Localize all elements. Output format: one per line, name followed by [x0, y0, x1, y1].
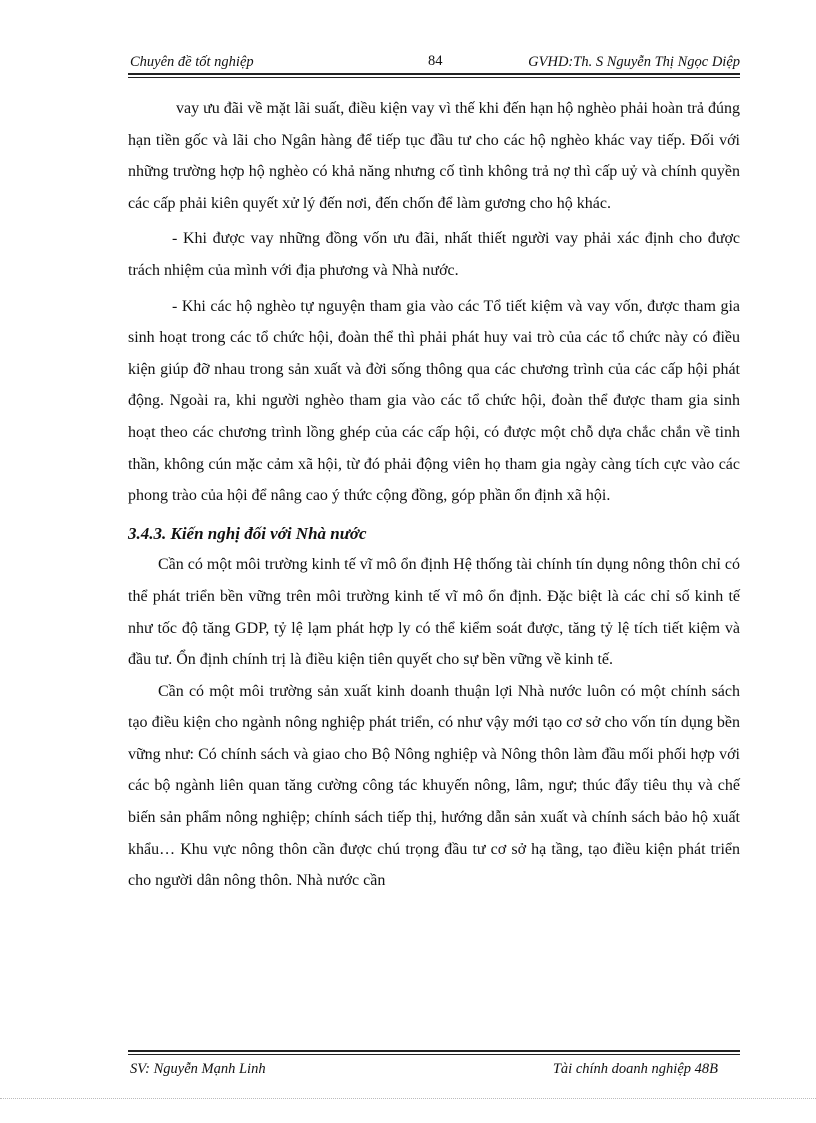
page-number: 84: [428, 53, 443, 69]
header-rule-thin: [128, 77, 740, 78]
paragraph-3: - Khi các hộ nghèo tự nguyện tham gia vào các Tổ tiết kiệm và vay vốn, được tham gia sinh hoạt trong các tổ chức hội, đoàn thể thì phải phát huy vai trò của các tổ chức này có điều kiện giúp đỡ nhau trong sản xuất và đời sống thông qua các chương trình của các cấp hội phát động. Ngoài ra, khi người nghèo tham gia vào các tổ chức hội, đoàn thể được tham gia sinh hoạt theo các chương trình lồng ghép của các cấp hội, có được một chỗ dựa chắc chắn về tinh thần, không cún mặc cảm xã hội, từ đó phải động viên họ tham gia ngày càng tích cực vào các phong trào của hội để nâng cao ý thức cộng đồng, góp phần ổn định xã hội.: [128, 297, 740, 505]
page-body: [128, 93, 740, 897]
footer-student: SV: Nguyễn Mạnh Linh: [130, 1061, 266, 1077]
header-supervisor: GVHD:Th. S Nguyễn Thị Ngọc Diệp: [528, 54, 740, 70]
section-heading: 3.4.3. Kiến nghị đối với Nhà nước: [128, 523, 367, 543]
paragraph-4: Cần có một môi trường kinh tế vĩ mô ổn định Hệ thống tài chính tín dụng nông thôn chỉ có thể phát triển bền vững trên môi trường kinh tế vĩ mô ổn định. Đặc biệt là các chỉ số kinh tế như tốc độ tăng GDP, tỷ lệ lạm phát hợp ly có thể kiểm soát được, tăng tỷ lệ tích tiết kiệm và đầu tư. Ổn định chính trị là điều kiện tiên quyết cho sự bền vững về kinh tế.: [128, 556, 740, 669]
page-bottom-border: [0, 1098, 816, 1099]
paragraph-5: Cần có một môi trường sản xuất kinh doanh thuận lợi Nhà nước luôn có một chính sách tạo điều kiện cho ngành nông nghiệp phát triển, có như vậy mới tạo cơ sở cho vốn tín dụng bền vững như: Có chính sách và giao cho Bộ Nông nghiệp và Nông thôn làm đầu mối phối hợp với các bộ ngành liên quan tăng cường công tác khuyến nông, lâm, ngư; thúc đẩy tiêu thụ và chế biến sản phẩm nông nghiệp; chính sách tiếp thị, hướng dẫn sản xuất và chính sách bảo hộ xuất khẩu… Khu vực nông thôn cần được chú trọng đầu tư cơ sở hạ tầng, tạo điều kiện phát triển cho người dân nông thôn. Nhà nước cần: [128, 682, 740, 890]
footer-rule-thin: [128, 1054, 740, 1055]
footer-rule: [128, 1050, 740, 1052]
paragraph-1: vay ưu đãi về mặt lãi suất, điều kiện vay vì thế khi đến hạn hộ nghèo phải hoàn trả đúng hạn tiền gốc và lãi cho Ngân hàng để tiếp tục đầu tư cho các hộ nghèo khác vay tiếp. Đối với những trường hợp hộ nghèo có khả năng nhưng cố tình không trả nợ thì cấp uỷ và chính quyền các cấp phải kiên quyết xử lý đến nơi, đến chốn để làm gương cho hộ khác.: [128, 100, 740, 212]
page-footer: [128, 1058, 740, 1082]
paragraph-2: - Khi được vay những đồng vốn ưu đãi, nhất thiết người vay phải xác định cho được trách nhiệm của mình với địa phương và Nhà nước.: [128, 230, 740, 279]
footer-class: Tài chính doanh nghiệp 48B: [552, 1061, 718, 1077]
header-rule: [128, 73, 740, 75]
header-document-title: Chuyên đề tốt nghiệp: [130, 54, 254, 70]
